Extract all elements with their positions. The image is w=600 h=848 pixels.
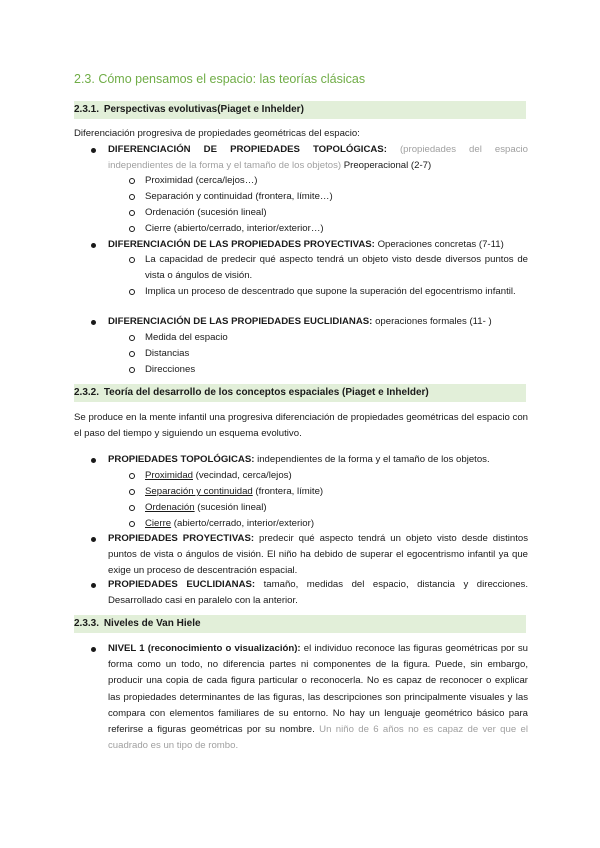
term-detail: (frontera, límite) bbox=[252, 486, 324, 497]
subsection-title: Teoría del desarrollo de los conceptos espaciales (Piaget e Inhelder) bbox=[103, 387, 429, 398]
bullet-text: predecir qué aspecto tendrá un objeto visto desde distintos puntos de vista o ángulos de visión. El niño ha debido de superar el egocentrismo infantil ya que exige un proceso de descentración espacial. bbox=[108, 533, 528, 577]
term-detail: (sucesión lineal) bbox=[194, 502, 267, 513]
sub-bullet bbox=[145, 468, 528, 484]
sub-bullet: Direcciones bbox=[145, 362, 528, 378]
term: Proximidad bbox=[145, 470, 193, 481]
paragraph: Se produce en la mente infantil una progresiva diferenciación de propiedades geométricas del espacio con el paso del tiempo y siguiendo un esquema evolutivo. bbox=[74, 412, 528, 440]
bullet-label: DIFERENCIACIÓN DE LAS PROPIEDADES PROYECTIVAS: bbox=[108, 239, 375, 250]
paragraph: Diferenciación progresiva de propiedades geométricas del espacio: bbox=[74, 128, 360, 139]
bullet-text: Operaciones concretas (7-11) bbox=[377, 239, 504, 250]
subsection-number: 2.3.3. bbox=[74, 618, 100, 629]
sub-bullet bbox=[145, 500, 528, 516]
bullet-projective bbox=[108, 531, 528, 580]
bullet-gray-example: Un niño de 6 años no es capaz de ver que el cuadrado es un tipo de rombo. bbox=[108, 724, 528, 752]
term-detail: (vecindad, cerca/lejos) bbox=[193, 470, 292, 481]
bullet-text: Preoperacional (2-7) bbox=[343, 160, 432, 172]
term: Separación y continuidad bbox=[145, 486, 253, 497]
term: Cierre bbox=[145, 518, 172, 529]
bullet-label: PROPIEDADES TOPOLÓGICAS: bbox=[108, 454, 255, 465]
subsection-heading bbox=[74, 615, 526, 633]
bullet-topological bbox=[108, 452, 528, 468]
sub-bullet bbox=[145, 516, 528, 532]
subsection-heading bbox=[74, 384, 526, 402]
bullet-gray-note: (propiedades del espacio independientes de la forma y el tamaño de los objetos) bbox=[108, 144, 528, 172]
sub-bullet: La capacidad de predecir qué aspecto tendrá un objeto visto desde diversos puntos de vista o ángulos de visión. bbox=[145, 252, 528, 284]
sub-bullet: Cierre (abierto/cerrado, interior/exterior…) bbox=[145, 221, 528, 237]
bullet-label: NIVEL 1 (reconocimiento o visualización): bbox=[108, 643, 301, 654]
bullet-text: tamaño, medidas del espacio, distancia y direcciones. Desarrollado casi en paralelo con la anterior. bbox=[108, 579, 528, 607]
sub-bullet bbox=[145, 484, 528, 500]
section-heading: 2.3. Cómo pensamos el espacio: las teorías clásicas bbox=[74, 72, 366, 86]
sub-bullet: Distancias bbox=[145, 346, 528, 362]
bullet-label: PROPIEDADES EUCLIDIANAS: bbox=[108, 579, 256, 590]
sub-bullet: Proximidad (cerca/lejos…) bbox=[145, 173, 528, 189]
subsection-title: Perspectivas evolutivas(Piaget e Inhelder) bbox=[103, 104, 304, 115]
bullet-topological bbox=[108, 142, 528, 174]
bullet-label: DIFERENCIACIÓN DE LAS PROPIEDADES EUCLIDIANAS: bbox=[108, 316, 373, 327]
subsection-number: 2.3.1. bbox=[74, 104, 100, 115]
sub-bullet: Separación y continuidad (frontera, límite…) bbox=[145, 189, 528, 205]
bullet-euclidean bbox=[108, 314, 528, 330]
bullet-euclidean bbox=[108, 577, 528, 609]
term-detail: (abierto/cerrado, interior/exterior) bbox=[171, 518, 315, 529]
bullet-level-1 bbox=[108, 641, 528, 754]
bullet-text: independientes de la forma y el tamaño de los objetos. bbox=[257, 454, 490, 465]
sub-bullet: Implica un proceso de descentrado que supone la superación del egocentrismo infantil. bbox=[145, 284, 528, 300]
subsection-number: 2.3.2. bbox=[74, 387, 100, 398]
sub-bullet: Medida del espacio bbox=[145, 330, 528, 346]
bullet-projective bbox=[108, 237, 528, 253]
bullet-label: PROPIEDADES PROYECTIVAS: bbox=[108, 533, 255, 544]
bullet-label: DIFERENCIACIÓN DE PROPIEDADES TOPOLÓGICAS: bbox=[108, 144, 387, 155]
subsection-title: Niveles de Van Hiele bbox=[103, 618, 201, 629]
sub-bullet: Ordenación (sucesión lineal) bbox=[145, 205, 528, 221]
bullet-text: operaciones formales (11- ) bbox=[375, 316, 492, 327]
term: Ordenación bbox=[145, 502, 195, 513]
bullet-text: el individuo reconoce las figuras geométricas por su forma como un todo, no diferencia partes ni componentes de la figura. Puede, sin embargo, producir una copia de cada figura particular o reconocerla. No es capaz de reconocer o explicar las propiedades determinantes de las figuras, las descripciones son principalmente visuales y las compara con elementos familiares de su entorno. No hay un lenguaje geométrico básico para referirse a figuras geométricas por su nombre. bbox=[108, 643, 528, 736]
subsection-heading bbox=[74, 101, 526, 119]
